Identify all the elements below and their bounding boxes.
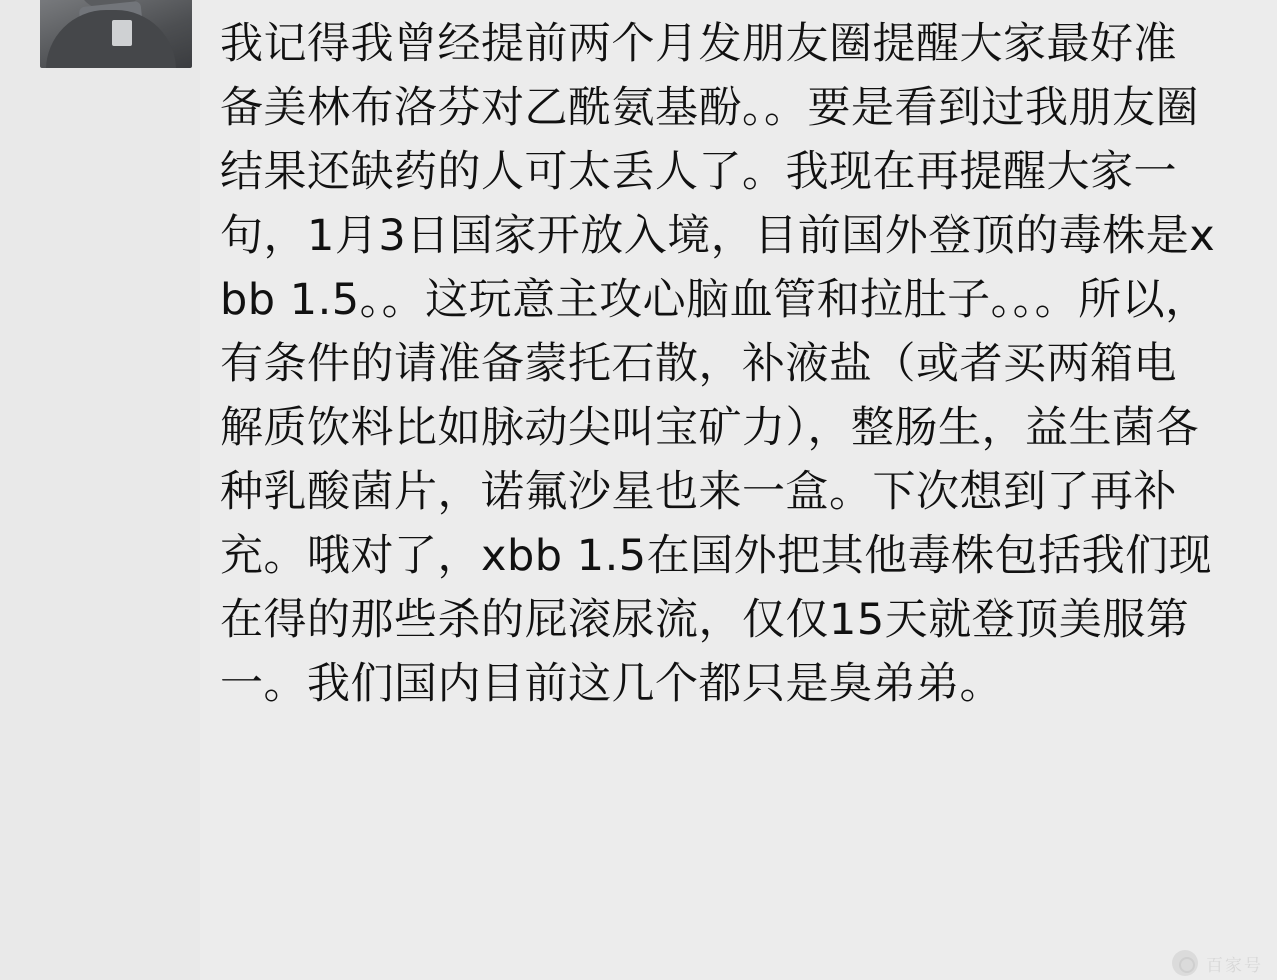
- message-text: 我记得我曾经提前两个月发朋友圈提醒大家最好准备美林布洛芬对乙酰氨基酚。。要是看到过我朋友圈结果还缺药的人可太丢人了。我现在再提醒大家一句，1月3日国家开放入境，目前国外登顶的毒株是xbb 1.5。。这玩意主攻心脑血管和拉肚子。。。所以，有条件的请准备蒙托石散，补液盐（或者买两箱电解质饮料比如脉动尖叫宝矿力），整肠生，益生菌各种乳酸菌片，诺氟沙星也来一盒。下次想到了再补充。哦对了，xbb 1.5在国外把其他毒株包括我们现在得的那些杀的屁滚尿流，仅仅15天就登顶美服第一。我们国内目前这几个都只是臭弟弟。: [220, 19, 1216, 709]
- message-bubble[interactable]: [200, 0, 1277, 980]
- avatar-body-shape: [46, 10, 176, 68]
- contact-avatar[interactable]: [40, 0, 192, 68]
- avatar-badge-shape: [112, 20, 132, 46]
- watermark-label: 百家号: [1206, 955, 1263, 976]
- watermark-logo-icon: [1172, 950, 1198, 976]
- avatar-column: [0, 0, 200, 980]
- watermark: [1172, 950, 1263, 976]
